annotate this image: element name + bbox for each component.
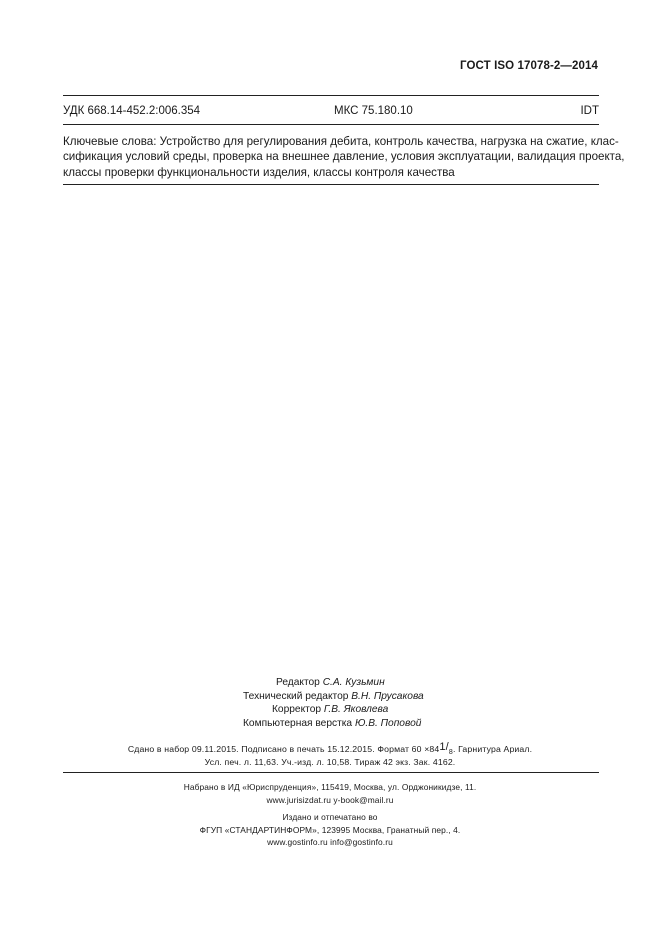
credit-role: Редактор (276, 677, 320, 688)
idt-marker: IDT (580, 105, 599, 117)
meta-divider (63, 124, 599, 125)
publisher-block (100, 781, 560, 849)
credit-editor (230, 676, 424, 690)
format-fraction-slash: / (445, 741, 449, 753)
credit-role: Компьютерная верстка (243, 717, 353, 729)
keywords-divider (63, 184, 599, 185)
credit-tech-editor (230, 690, 424, 704)
format-fraction-numerator: 1 (439, 741, 446, 753)
credit-name: Г.В. Яковлева (323, 704, 389, 715)
publisher-line: Набрано в ИД «Юриспруденция», 115419, Москва, ул. Орджоникидзе, 11. (183, 782, 477, 792)
print-info-text: Сдано в набор 09.11.2015. Подписано в печать 15.12.2015. Формат 60 ×84 (127, 744, 440, 754)
credit-name: С.А. Кузьмин (322, 677, 385, 688)
credits-block (230, 676, 424, 730)
publisher-line: Издано и отпечатано во (282, 812, 378, 823)
standard-number: ГОСТ ISO 17078-2—2014 (460, 60, 598, 72)
keywords-line: Ключевые слова: Устройство для регулирования дебита, контроль качества, нагрузка на сжатие, клас- (63, 135, 619, 148)
udk-code: УДК 668.14-452.2:006.354 (63, 105, 201, 117)
credit-role: Технический редактор (243, 690, 349, 702)
print-info-text: . Гарнитура Ариал. (452, 744, 533, 754)
keywords-block (63, 134, 625, 180)
publisher-line: www.jurisizdat.ru y-book@mail.ru (266, 794, 394, 805)
mks-code: МКС 75.180.10 (334, 105, 413, 117)
credit-corrector (230, 703, 424, 717)
top-divider (63, 95, 599, 96)
credit-role: Корректор (272, 704, 322, 715)
credit-name: В.Н. Прусакова (351, 690, 424, 702)
keywords-line: сификация условий среды, проверка на внешнее давление, условия эксплуатации, валидация проекта, (63, 150, 625, 164)
publisher-line: www.gostinfo.ru info@gostinfo.ru (267, 837, 393, 848)
credit-name: Ю.В. Поповой (354, 717, 422, 729)
credit-layout (230, 717, 424, 731)
print-info-line: Усл. печ. л. 11,63. Уч.-изд. л. 10,58. Тираж 42 экз. Зак. 4162. (204, 757, 456, 767)
print-info-line (100, 743, 560, 755)
imprint-divider (63, 772, 599, 773)
publisher-line: ФГУП «СТАНДАРТИНФОРМ», 123995 Москва, Гранатный пер., 4. (199, 824, 461, 835)
keywords-line: классы проверки функциональности изделия, классы контроля качества (63, 165, 455, 179)
format-fraction-denominator: 8 (448, 749, 453, 756)
classification-row (63, 105, 599, 121)
